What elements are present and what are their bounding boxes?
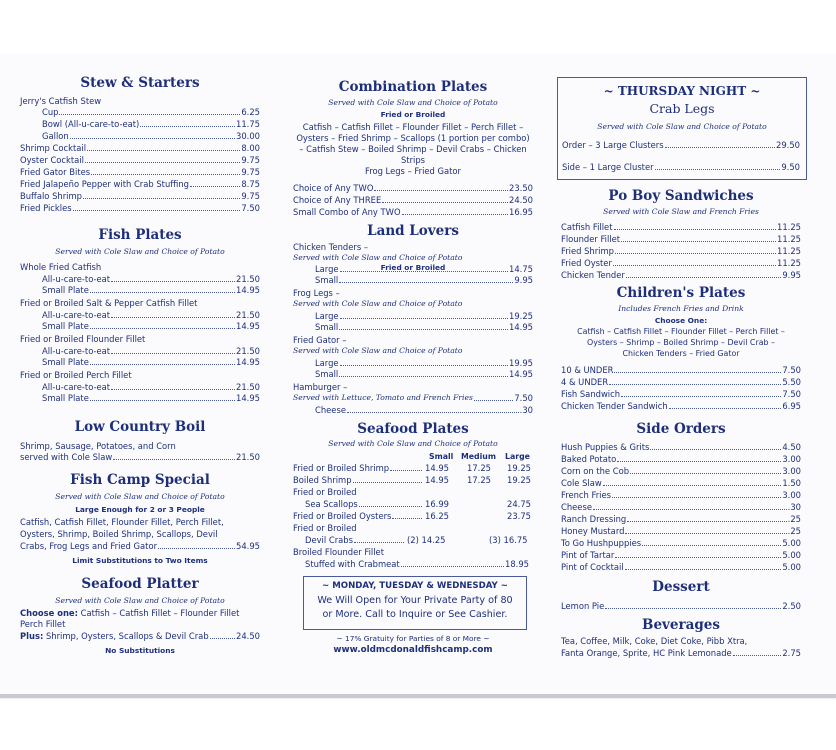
section-title-boil: Low Country Boil (74, 419, 206, 435)
camp-limit: Limit Substitutions to Two Items (72, 556, 208, 565)
menu-item: Fish Sandwich 7.50 (561, 389, 801, 399)
menu-item: Pint of Cocktail 5.00 (561, 562, 801, 572)
price-small: 16.25 (425, 511, 449, 521)
menu-item: Ranch Dressing .25 (561, 514, 801, 524)
menu-item: Large 14.75 (315, 264, 533, 274)
menu-item: Small 14.95 (315, 322, 533, 332)
seafood-group: Fried or Broiled (293, 487, 357, 497)
section-title-sides: Side Orders (636, 421, 726, 437)
menu-item: Fried or Broiled Oysters (293, 511, 423, 522)
combo-line: Catfish – Catfish Fillet – Flounder Fillet – Perch Fillet – (302, 122, 524, 132)
fish-group: Fried or Broiled Salt & Pepper Catfish Fillet (20, 298, 198, 308)
beverages-line: Tea, Coffee, Milk, Coke, Diet Coke, Pibb Xtra, (561, 636, 748, 646)
menu-item: Small Combo of Any TWO 16.95 (293, 207, 533, 217)
menu-item: Fried or Broiled Shrimp (293, 463, 423, 474)
menu-item: served with Cole Slaw 21.50 (20, 452, 260, 462)
combo-line: – Catfish Stew – Boiled Shrimp – Devil Crabs – Chicken (299, 144, 527, 154)
section-title-combo: Combination Plates (338, 79, 488, 95)
section-title-stew: Stew & Starters (80, 75, 200, 91)
menu-item: Oyster Cocktail 9.75 (20, 155, 260, 165)
menu-item: Chicken Tender Sandwich 6.95 (561, 401, 801, 411)
platter-choose-2: Perch Fillet (20, 619, 66, 629)
platter-subtitle: Served with Cole Slaw and Choice of Potato (55, 596, 225, 605)
size-header-large: Large (505, 452, 530, 461)
price-small: 16.99 (425, 499, 449, 509)
section-title-dessert: Dessert (652, 579, 710, 595)
stew-group: Jerry's Catfish Stew (20, 96, 102, 106)
menu-item: To Go Hushpuppies 5.00 (561, 538, 801, 548)
camp-note: Large Enough for 2 or 3 People (75, 505, 205, 514)
combo-line: Frog Legs – Fried Gator (364, 166, 461, 176)
section-title-beverages: Beverages (642, 617, 720, 633)
menu-item: All-u-care-to-eat 21.50 (42, 346, 260, 356)
price-large: 19.25 (507, 463, 531, 473)
price-large: 23.75 (507, 511, 531, 521)
thursday-title-2: Crab Legs (649, 101, 715, 116)
menu-item: Small Plate 14.95 (42, 393, 260, 403)
menu-item: Corn on the Cob 3.00 (561, 466, 801, 476)
price-small: 14.95 (425, 475, 449, 485)
menu-sheet (0, 55, 836, 695)
price-large: 24.75 (507, 499, 531, 509)
menu-item: All-u-care-to-eat 21.50 (42, 310, 260, 320)
menu-item: Crabs, Frog Legs and Fried Gator 54.95 (20, 541, 260, 551)
menu-item: Fanta Orange, Sprite, HC Pink Lemonade 2.75 (561, 648, 801, 658)
price-large: (3) 16.75 (489, 535, 528, 545)
section-title-poboy: Po Boy Sandwiches (608, 188, 754, 204)
menu-item: Small Plate 14.95 (42, 357, 260, 367)
land-subtitle: Served with Cole Slaw and Choice of Potato (293, 299, 463, 308)
land-group: Frog Legs – (293, 288, 340, 298)
land-fob: Fried or Broiled (380, 263, 446, 272)
combo-fob: Fried or Broiled (380, 110, 446, 119)
section-title-land: Land Lovers (367, 223, 459, 239)
poboy-subtitle: Served with Cole Slaw and French Fries (603, 207, 759, 216)
menu-item: Large 19.95 (315, 358, 533, 368)
price-small: (2) 14.25 (407, 535, 446, 545)
camp-subtitle: Served with Cole Slaw and Choice of Potato (55, 492, 225, 501)
size-header-small: Small (429, 452, 454, 461)
menu-item: Small 9.95 (315, 275, 533, 285)
menu-item: Fried Pickles 7.50 (20, 203, 260, 213)
children-subtitle: Includes French Fries and Drink (618, 304, 744, 313)
menu-item: Cheese .30 (561, 502, 801, 512)
menu-item: Fried Shrimp 11.25 (561, 246, 801, 256)
menu-item: Hush Puppies & Grits 4.50 (561, 442, 801, 452)
menu-item: Small Plate 14.95 (42, 285, 260, 295)
menu-item: Fried Gator Bites 9.75 (20, 167, 260, 177)
section-title-platter: Seafood Platter (81, 576, 199, 592)
menu-item: 10 & UNDER 7.50 (561, 365, 801, 375)
section-title-fish: Fish Plates (98, 227, 182, 243)
menu-item: Small Plate 14.95 (42, 321, 260, 331)
private-party-box (303, 576, 527, 630)
camp-line: Catfish, Catfish Fillet, Flounder Fillet, Perch Fillet, (20, 517, 224, 527)
land-group: Fried Gator – (293, 335, 347, 345)
price-medium: 17.25 (467, 463, 491, 473)
menu-item: All-u-care-to-eat 21.50 (42, 274, 260, 284)
menu-item: 4 & UNDER 5.50 (561, 377, 801, 387)
private-line: or More. Call to Inquire or See Cashier. (322, 609, 508, 620)
section-title-children: Children's Plates (616, 285, 746, 301)
menu-item: Fried Oyster 11.25 (561, 258, 801, 268)
children-line: Oysters – Shrimp – Boiled Shrimp – Devil Crab – (586, 338, 775, 347)
menu-item: All-u-care-to-eat 21.50 (42, 382, 260, 392)
seafood-group: Broiled Flounder Fillet (293, 547, 384, 557)
children-line: Chicken Tenders – Fried Gator (622, 349, 740, 358)
website-link[interactable]: www.oldmcdonaldfishcamp.com (333, 645, 493, 655)
menu-item: Boiled Shrimp (293, 475, 423, 486)
size-header-medium: Medium (461, 452, 496, 461)
combo-subtitle: Served with Cole Slaw and Choice of Potato (328, 98, 498, 107)
camp-line: Oysters, Shrimp, Boiled Shrimp, Scallops, Devil (20, 529, 218, 539)
seafood-group: Fried or Broiled (293, 523, 357, 533)
menu-item: Plus: Shrimp, Oysters, Scallops & Devil Crab 24.50 (20, 631, 260, 641)
menu-item: French Fries 3.00 (561, 490, 801, 500)
platter-choose: Choose one: Catfish – Catfish Fillet – Flounder Fillet (20, 608, 240, 618)
menu-item: Gallon 30.00 (42, 131, 260, 141)
section-title-camp: Fish Camp Special (70, 472, 210, 488)
section-title-seafood: Seafood Plates (357, 421, 469, 437)
fish-group: Fried or Broiled Flounder Fillet (20, 334, 146, 344)
menu-item: Side – 1 Large Cluster 9.50 (562, 162, 800, 172)
price-medium: 17.25 (467, 475, 491, 485)
menu-item: Devil Crabs (305, 535, 405, 546)
seafood-subtitle: Served with Cole Slaw and Choice of Potato (328, 439, 498, 448)
land-subtitle: Served with Cole Slaw and Choice of Potato (293, 253, 463, 262)
thursday-subtitle: Served with Cole Slaw and Choice of Potato (597, 122, 767, 131)
land-subtitle: Served with Cole Slaw and Choice of Potato (293, 346, 463, 355)
thursday-box (557, 77, 807, 180)
menu-item: Buffalo Shrimp 9.75 (20, 191, 260, 201)
thursday-title: ~ THURSDAY NIGHT ~ (603, 84, 761, 98)
land-group: Hamburger – (293, 382, 348, 392)
menu-item: Honey Mustard .25 (561, 526, 801, 536)
fish-group: Whole Fried Catfish (20, 262, 102, 272)
land-group: Chicken Tenders – (293, 242, 369, 252)
menu-item: Large 19.25 (315, 311, 533, 321)
sheet-bottom-edge (0, 694, 836, 698)
fish-subtitle: Served with Cole Slaw and Choice of Potato (55, 247, 225, 256)
boil-line: Shrimp, Sausage, Potatoes, and Corn (20, 441, 176, 451)
gratuity-note: ~ 17% Gratuity for Parties of 8 or More ~ (336, 634, 490, 643)
children-choose: Choose One: (654, 316, 708, 325)
platter-nosub: No Substitutions (105, 646, 175, 655)
price-small: 14.95 (425, 463, 449, 473)
menu-item: Sea Scallops (305, 499, 423, 510)
menu-item: Cup 6.25 (42, 107, 260, 117)
menu-item: Cole Slaw 1.50 (561, 478, 801, 488)
menu-item: Pint of Tartar 5.00 (561, 550, 801, 560)
combo-line: Strips (400, 155, 426, 165)
menu-item: Fried Jalapeño Pepper with Crab Stuffing 8.75 (20, 179, 260, 189)
price-large: 19.25 (507, 475, 531, 485)
menu-item: Cheese .30 (315, 405, 533, 415)
combo-line: Oysters – Fried Shrimp – Scallops (1 portion per combo) (296, 133, 530, 143)
children-line: Catfish – Catfish Fillet – Flounder Fillet – Perch Fillet – (577, 327, 785, 336)
menu-item: Choice of Any TWO 23.50 (293, 183, 533, 193)
menu-item: Baked Potato 3.00 (561, 454, 801, 464)
menu-item: Served with Lettuce, Tomato and French Fries 7.50 (293, 393, 533, 403)
menu-item: Choice of Any THREE 24.50 (293, 195, 533, 205)
menu-item: Order – 3 Large Clusters 29.50 (562, 140, 800, 150)
menu-item: Lemon Pie 2.50 (561, 601, 801, 611)
menu-item: Catfish Fillet 11.25 (561, 222, 801, 232)
menu-item: Flounder Fillet 11.25 (561, 234, 801, 244)
fish-group: Fried or Broiled Perch Fillet (20, 370, 132, 380)
menu-item: Chicken Tender 9.95 (561, 270, 801, 280)
private-title: ~ MONDAY, TUESDAY & WEDNESDAY ~ (322, 581, 508, 591)
menu-item: Bowl (All-u-care-to-eat) 11.75 (42, 119, 260, 129)
menu-item: Shrimp Cocktail 8.00 (20, 143, 260, 153)
menu-item: Stuffed with Crabmeat 18.95 (305, 559, 529, 569)
menu-item: Small 14.95 (315, 369, 533, 379)
private-line: We Will Open for Your Private Party of 80 (317, 595, 513, 606)
